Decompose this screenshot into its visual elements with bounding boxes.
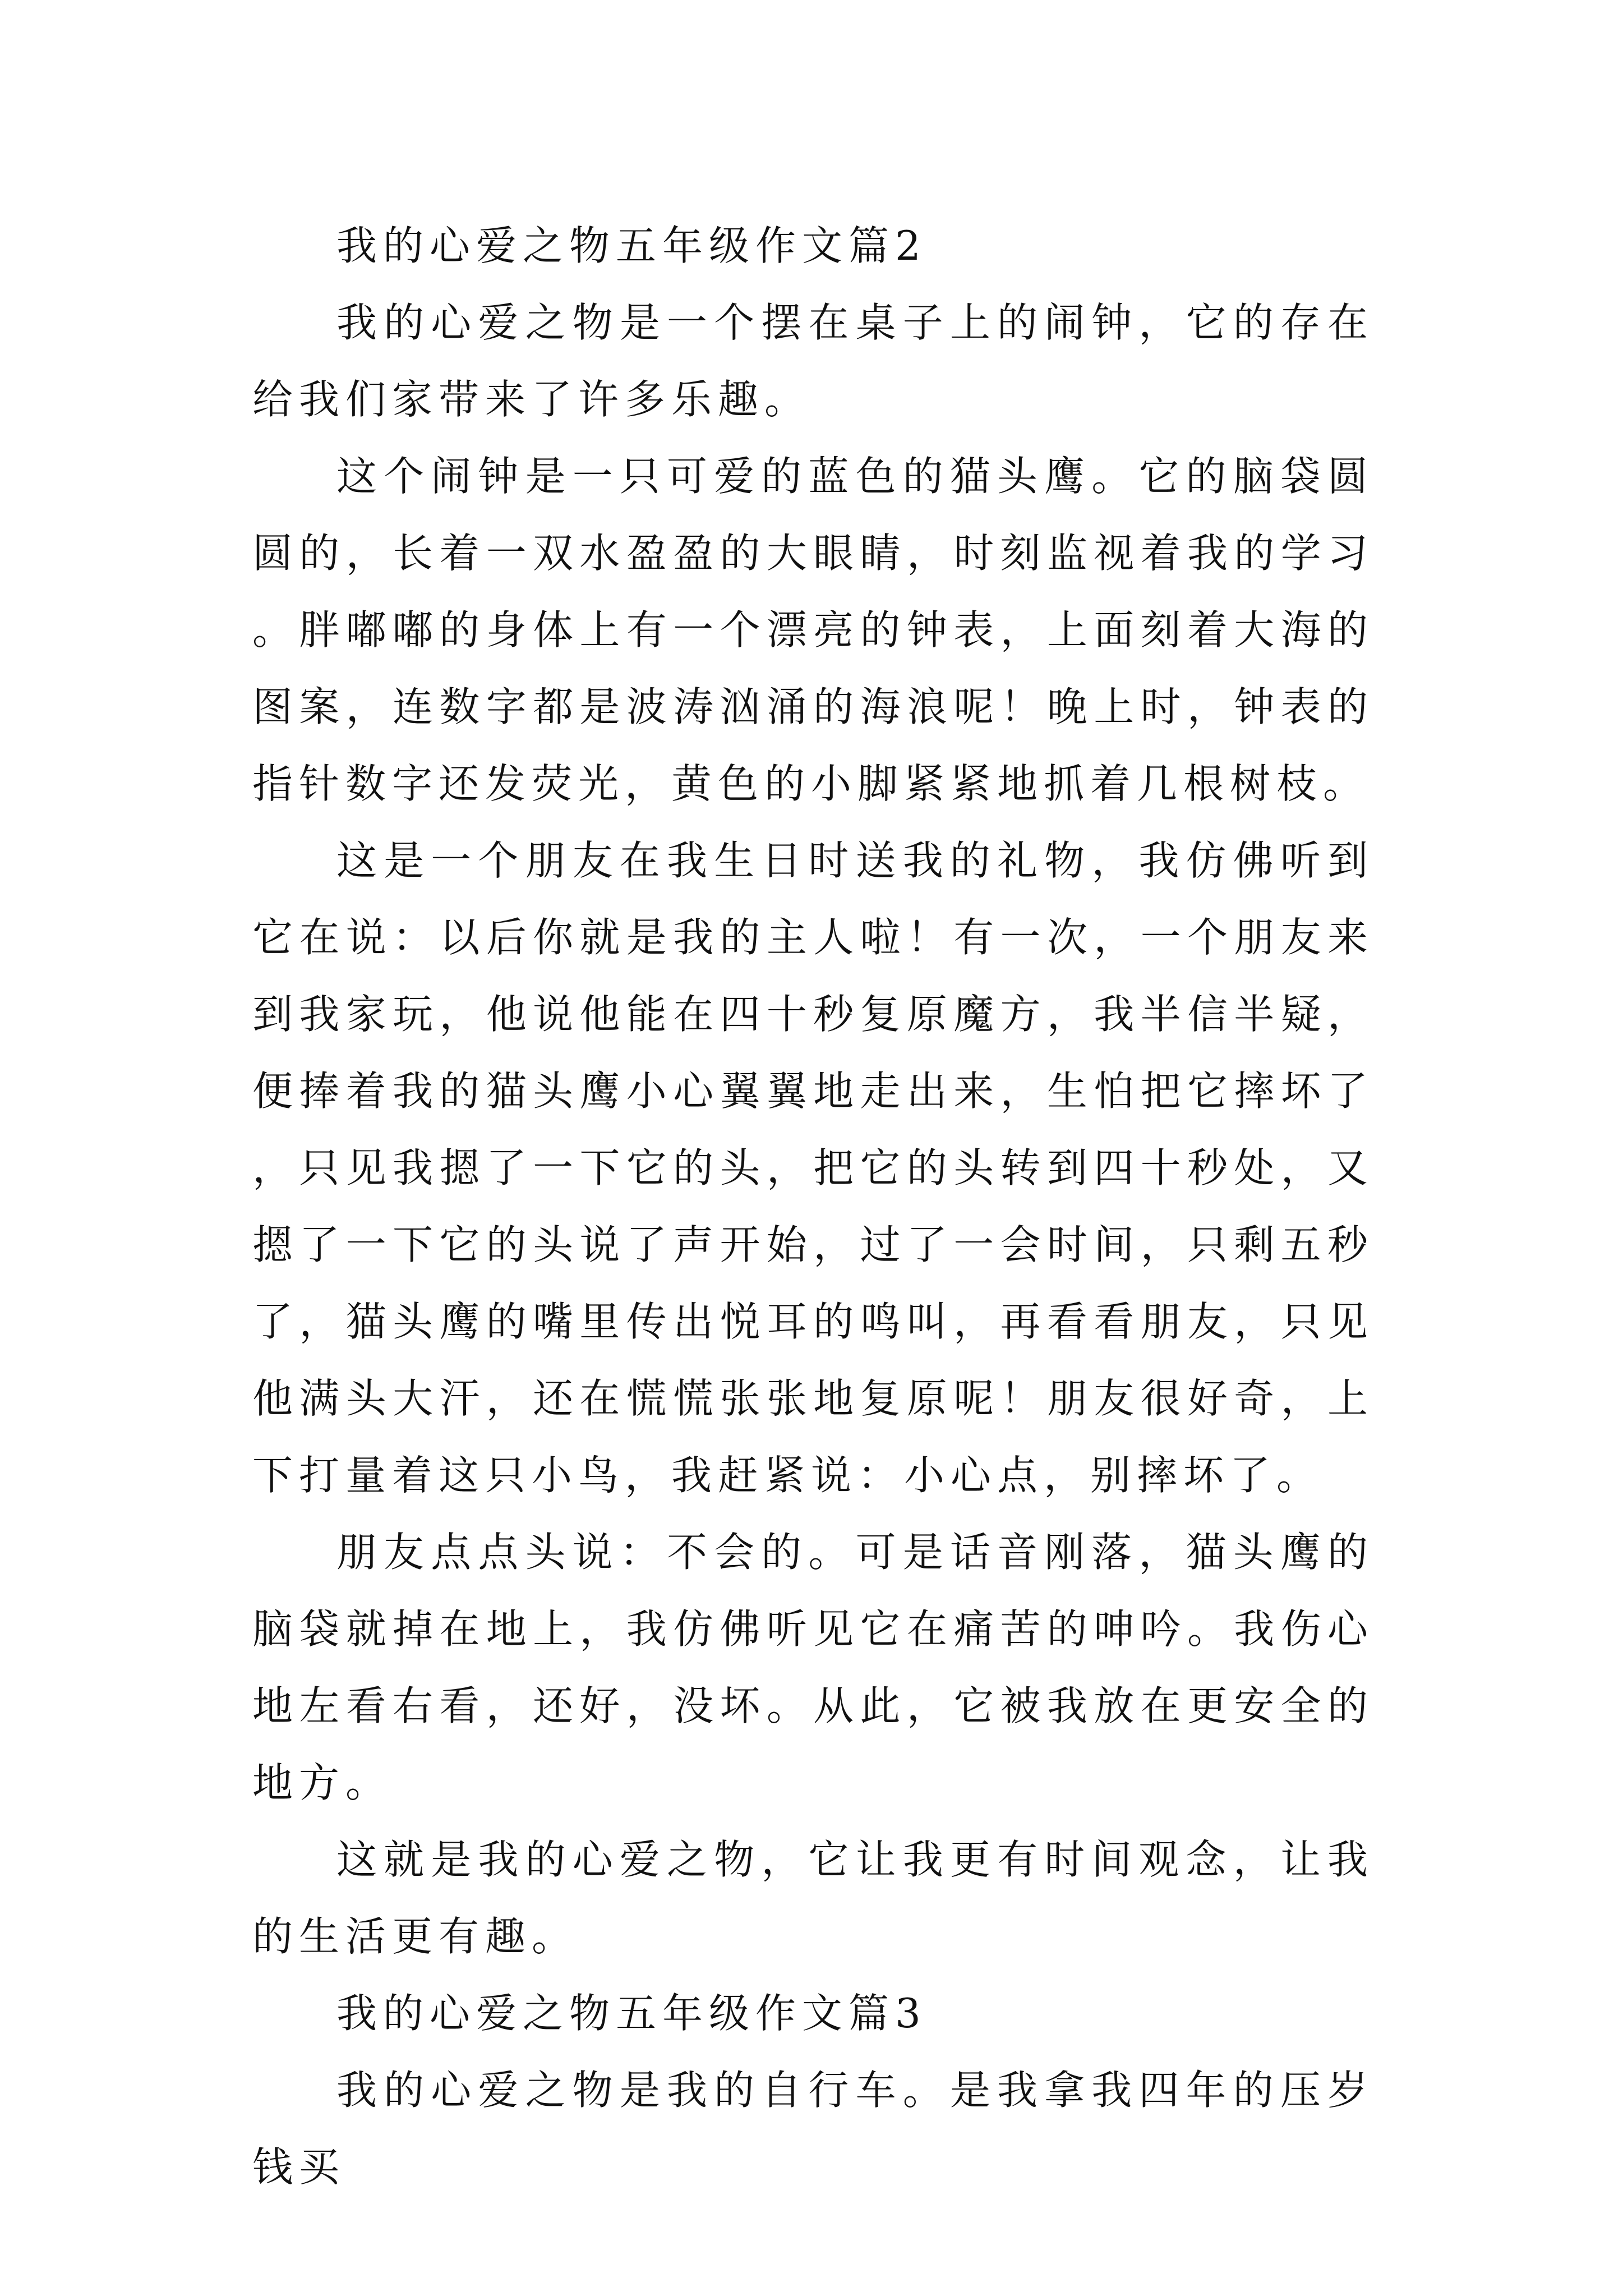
- paragraph-2-2: 这个闹钟是一只可爱的蓝色的猫头鹰。它的脑袋圆圆的，长着一双水盈盈的大眼睛，时刻监视着我的学习。胖嘟嘟的身体上有一个漂亮的钟表，上面刻着大海的图案，连数字都是波涛汹涌的海浪呢！晚上时，钟表的指针数字还发荧光，黄色的小脚紧紧地抓着几根树枝。: [252, 453, 1374, 807]
- paragraph-2-4: 朋友点点头说：不会的。可是话音刚落，猫头鹰的脑袋就掉在地上，我仿佛听见它在痛苦的呻吟。我伤心地左看右看，还好，没坏。从此，它被我放在更安全的地方。: [252, 1529, 1374, 1806]
- paragraph-2-5: 这就是我的心爱之物，它让我更有时间观念，让我的生活更有趣。: [252, 1836, 1374, 1960]
- paragraph-2-1: 我的心爱之物是一个摆在桌子上的闹钟，它的存在给我们家带来了许多乐趣。: [252, 299, 1374, 423]
- paragraph-3-1: 我的心爱之物是我的自行车。是我拿我四年的压岁钱买: [252, 2067, 1374, 2191]
- section-heading-2: 我的心爱之物五年级作文篇2: [336, 222, 927, 269]
- paragraph-2-3: 这是一个朋友在我生日时送我的礼物，我仿佛听到它在说：以后你就是我的主人啦！有一次，一个朋友来到我家玩，他说他能在四十秒复原魔方，我半信半疑，便捧着我的猫头鹰小心翼翼地走出来，生怕把它摔坏了，只见我摁了一下它的头，把它的头转到四十秒处，又摁了一下它的头说了声开始，过了一会时间，只剩五秒了，猫头鹰的嘴里传出悦耳的鸣叫，再看看朋友，只见他满头大汗，还在慌慌张张地复原呢！朋友很好奇，上下打量着这只小鸟，我赶紧说：小心点，别摔坏了。: [252, 837, 1374, 1499]
- section-heading-3: 我的心爱之物五年级作文篇3: [336, 1990, 927, 2037]
- article-body: [252, 208, 1374, 2206]
